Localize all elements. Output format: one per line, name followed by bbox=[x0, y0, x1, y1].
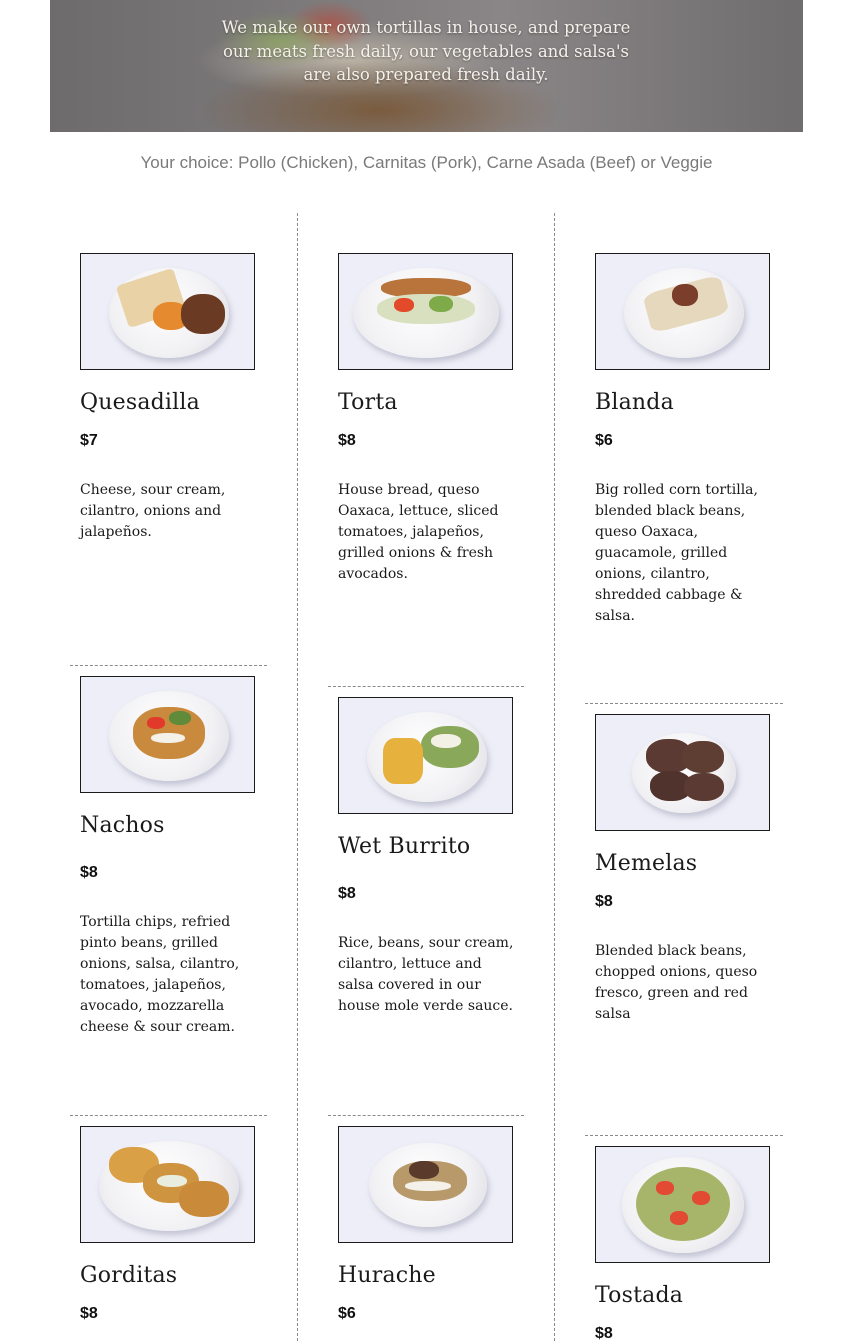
item-name: Torta bbox=[338, 390, 398, 415]
item-description: Rice, beans, sour cream, cilantro, lettuce and salsa covered in our house mole verde sauce. bbox=[338, 935, 514, 1014]
tostada-photo bbox=[595, 1146, 770, 1263]
row-divider bbox=[585, 1135, 783, 1136]
menu-item-quesadilla bbox=[80, 253, 270, 543]
item-name: Blanda bbox=[595, 390, 674, 415]
row-divider bbox=[585, 703, 783, 704]
hero-text: We make our own tortillas in house, and prepare our meats fresh daily, our vegetables and salsa's are also prepared fresh daily. bbox=[221, 18, 631, 84]
wet-burrito-photo bbox=[338, 697, 513, 814]
menu-item-memelas bbox=[595, 714, 785, 1025]
gorditas-photo bbox=[80, 1126, 255, 1243]
item-price: $8 bbox=[80, 864, 98, 881]
item-description: Big rolled corn tortilla, blended black beans, queso Oaxaca, guacamole, grilled onions, cilantro, shredded cabbage & salsa. bbox=[595, 482, 758, 624]
item-price: $6 bbox=[595, 432, 613, 449]
column-divider bbox=[554, 213, 555, 1341]
protein-choice-text: Your choice: Pollo (Chicken), Carnitas (Pork), Carne Asada (Beef) or Veggie bbox=[140, 153, 713, 172]
memelas-photo bbox=[595, 714, 770, 831]
item-price: $8 bbox=[338, 432, 356, 449]
menu-item-nachos bbox=[80, 676, 270, 1038]
item-description: House bread, queso Oaxaca, lettuce, sliced tomatoes, jalapeños, grilled onions & fresh avocados. bbox=[338, 482, 499, 582]
item-name: Memelas bbox=[595, 851, 698, 876]
menu-item-gorditas bbox=[80, 1126, 270, 1323]
item-name: Hurache bbox=[338, 1263, 436, 1288]
item-name: Nachos bbox=[80, 813, 165, 838]
item-price: $8 bbox=[80, 1305, 98, 1322]
item-name: Gorditas bbox=[80, 1263, 178, 1288]
row-divider bbox=[70, 665, 267, 666]
menu-item-wet-burrito bbox=[338, 697, 528, 1017]
item-description: Tortilla chips, refried pinto beans, grilled onions, salsa, cilantro, tomatoes, jalapeños, avocado, mozzarella cheese & sour cream. bbox=[80, 914, 240, 1035]
menu-item-blanda bbox=[595, 253, 785, 627]
menu-item-tostada bbox=[595, 1146, 785, 1343]
item-price: $7 bbox=[80, 432, 98, 449]
hurache-photo bbox=[338, 1126, 513, 1243]
menu-item-hurache bbox=[338, 1126, 528, 1323]
item-price: $8 bbox=[595, 893, 613, 910]
item-description: Blended black beans, chopped onions, queso fresco, green and red salsa bbox=[595, 943, 758, 1022]
quesadilla-photo bbox=[80, 253, 255, 370]
row-divider bbox=[70, 1115, 267, 1116]
row-divider bbox=[328, 686, 524, 687]
item-price: $6 bbox=[338, 1305, 356, 1322]
hero-banner bbox=[50, 0, 803, 132]
item-price: $8 bbox=[338, 885, 356, 902]
item-price: $8 bbox=[595, 1325, 613, 1342]
column-divider bbox=[297, 213, 298, 1341]
item-name: Quesadilla bbox=[80, 390, 200, 415]
blanda-photo bbox=[595, 253, 770, 370]
row-divider bbox=[328, 1115, 524, 1116]
item-description: Cheese, sour cream, cilantro, onions and jalapeños. bbox=[80, 482, 226, 540]
item-name: Tostada bbox=[595, 1283, 684, 1308]
nachos-photo bbox=[80, 676, 255, 793]
menu-item-torta bbox=[338, 253, 528, 585]
torta-photo bbox=[338, 253, 513, 370]
item-name: Wet Burrito bbox=[338, 834, 471, 859]
